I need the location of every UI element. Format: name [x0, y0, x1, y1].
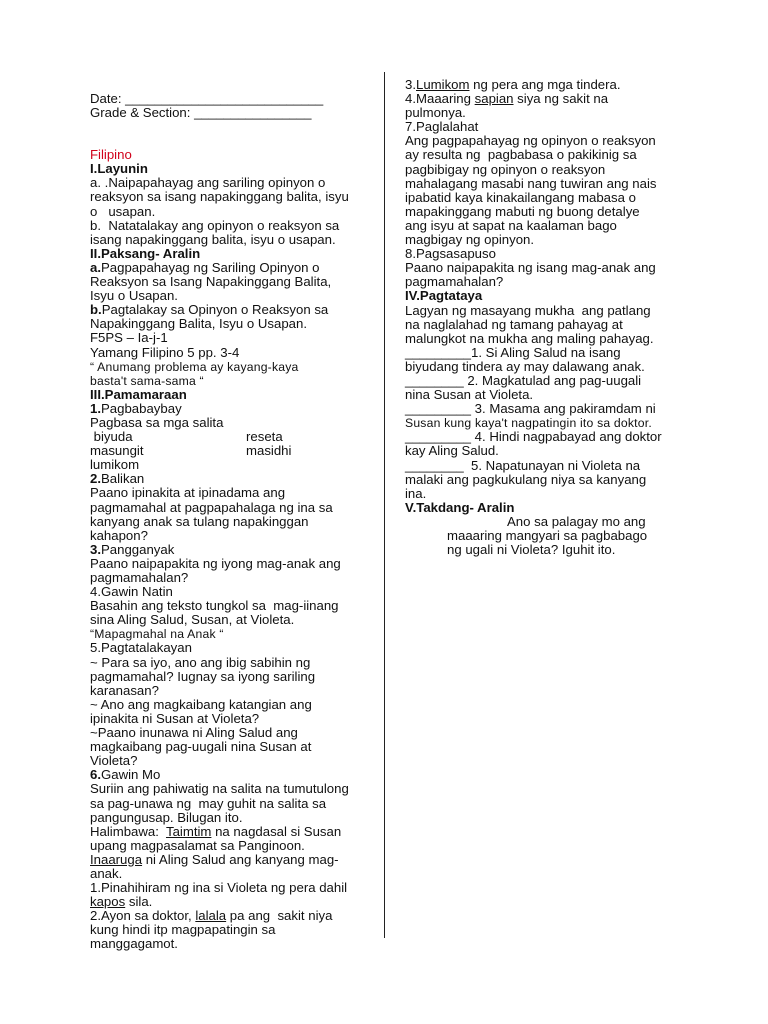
text-line: pagmamahalan? — [90, 570, 189, 585]
text-line: sa pag-unawa ng may guhit na salita sa — [90, 795, 327, 811]
text-line: magkaibang pag-uugali nina Susan at — [90, 739, 312, 755]
text-line: Isyu o Usapan. — [90, 288, 178, 304]
text-line: pagmamahal at pagpapahalaga ng ina sa — [90, 499, 333, 515]
text-part: 3. — [405, 77, 416, 92]
text-line: ipinakita ni Susan at Violeta? — [90, 710, 260, 726]
text-line — [90, 853, 380, 867]
text-line — [90, 909, 380, 923]
section-heading: IV.Pagtataya — [405, 288, 483, 304]
text-line — [90, 303, 380, 317]
section-heading: II.Paksang- Aralin — [90, 245, 201, 261]
word-row — [90, 444, 380, 458]
word: masungit — [90, 443, 144, 459]
item-marker: 3. — [90, 541, 101, 557]
text-line: F5PS – Ia-j-1 — [90, 330, 168, 346]
text-line: Ang pagpapahayag ng opinyon o reaksyon — [405, 133, 656, 149]
quiz-item: _________ 3. Masama ang pakiramdam ni — [405, 401, 656, 417]
item-text: Pagbabaybay — [101, 400, 182, 416]
text-line: Paano ipinakita at ipinadama ang — [90, 485, 286, 501]
word: biyuda — [90, 429, 133, 445]
item-text: Gawin Mo — [101, 767, 161, 783]
text-part: sila. — [125, 894, 153, 910]
grade-section-field: Grade & Section: ________________ — [90, 105, 312, 121]
text-line: Pagbasa sa mga salita — [90, 414, 224, 430]
word: lumikom — [90, 457, 140, 473]
quote-line: basta't sama-sama “ — [90, 373, 204, 388]
text-line: maaaring mangyari sa pagbabago — [447, 528, 648, 543]
text-line: kay Aling Salud. — [405, 443, 499, 459]
text-line: biyudang tindera ay may dalawang anak. — [405, 358, 645, 374]
text-line: 4.Gawin Natin — [90, 584, 173, 600]
text-line: 5.Pagtatalakayan — [90, 640, 192, 656]
subject-title: Filipino — [90, 147, 132, 163]
text-line: isang napakinggang balita, isyu o usapan. — [90, 231, 336, 247]
item-marker: b. — [90, 302, 102, 318]
text-line: upang magpasalamat sa Panginoon. — [90, 837, 305, 853]
text-line: nina Susan at Violeta. — [405, 387, 534, 403]
text-line: karanasan? — [90, 682, 159, 698]
text-line: ang isyu at sapat na kaalaman bago — [405, 217, 617, 233]
text-line — [90, 402, 380, 416]
quiz-item: _________ 4. Hindi nagpabayad ang doktor — [405, 429, 662, 445]
right-column — [405, 78, 705, 557]
text-part: na nagdasal si Susan — [211, 823, 342, 839]
text-line: manggagamot. — [90, 936, 178, 952]
text-line: magbigay ng opinyon. — [405, 232, 535, 248]
text-part: ni Aling Salud ang kanyang mag- — [142, 851, 339, 867]
column-divider — [384, 72, 385, 938]
text-line: Susan kung kaya't nagpatingin ito sa doktor. — [405, 416, 652, 431]
text-line: Paano naipapakita ng isang mag-anak ang — [405, 260, 656, 276]
underlined-word: Lumikom — [416, 77, 470, 92]
text-line: malungkot na mukha ang maling pahayag. — [405, 330, 654, 346]
text-line — [90, 472, 380, 486]
text-line: Suriin ang pahiwatig na salita na tumutulong — [90, 781, 349, 797]
text-line: sina Aling Salud, Susan, at Violeta. — [90, 612, 295, 628]
item-text: Pagtalakay sa Opinyon o Reaksyon sa — [101, 302, 329, 318]
text-line: 1.Pinahihiram ng ina si Violeta ng pera dahil — [90, 880, 348, 896]
text-line — [90, 261, 380, 275]
text-line — [90, 768, 380, 782]
item-text: Pagpapahayag ng Sariling Opinyon o — [101, 259, 320, 275]
item-text: Pangganyak — [101, 541, 175, 557]
left-column — [90, 92, 380, 952]
section-heading: III.Pamamaraan — [90, 386, 187, 402]
text-line: pangungusap. Bilugan ito. — [90, 809, 243, 825]
word: reseta — [246, 429, 283, 445]
text-line: pagmamahal? Iugnay sa iyong sariling — [90, 668, 316, 684]
text-line — [90, 825, 380, 839]
text-line: mapakinggang mabuti ng buong detalye — [405, 203, 640, 219]
text-part: siya ng sakit na — [513, 91, 609, 107]
text-line — [90, 543, 380, 557]
text-line: Napakinggang Balita, Isyu o Usapan. — [90, 316, 308, 332]
underlined-word: Inaaruga — [90, 851, 143, 867]
text-line: 7.Paglalahat — [405, 119, 479, 135]
text-line: Violeta? — [90, 753, 138, 769]
section-heading: V.Takdang- Aralin — [405, 499, 515, 515]
text-line: na naglalahad ng tamang pahayag at — [405, 316, 623, 332]
text-line: malaki ang pagkukulang niya sa kanyang — [405, 471, 647, 487]
text-line: kanyang anak sa tulang napakinggan — [90, 513, 309, 529]
text-line: o usapan. — [90, 203, 156, 219]
text-part: pa ang sakit niya — [226, 908, 333, 924]
text-line: kung hindi itp magpapatingin sa — [90, 922, 276, 938]
text-line: Yamang Filipino 5 pp. 3-4 — [90, 344, 240, 360]
text-line: ay resulta ng pagbabasa o pakikinig sa — [405, 147, 637, 163]
text-line: reaksyon sa isang napakinggang balita, isyu — [90, 189, 349, 205]
text-line — [90, 895, 380, 909]
word-row — [90, 430, 380, 444]
text-line: ng ugali ni Violeta? Iguhit ito. — [447, 542, 616, 558]
text-line: Paano naipapakita ng iyong mag-anak ang — [90, 555, 341, 571]
text-line: ~Paano inunawa ni Aling Salud ang — [90, 725, 298, 741]
text-line: mahalagang masabi nang tuwiran ang nais — [405, 175, 657, 191]
item-marker: 1. — [90, 400, 101, 416]
text-line: ipabatid kaya kinakailangang mabasa o — [405, 189, 636, 205]
word: masidhi — [246, 443, 292, 459]
quote-line: “Mapagmahal na Anak “ — [90, 627, 224, 642]
quote-line: “ Anumang problema ay kayang-kaya — [90, 359, 299, 374]
underlined-word: sapian — [474, 91, 514, 107]
date-field: Date: ___________________________ — [90, 91, 324, 106]
text-line: Reaksyon sa Isang Napakinggang Balita, — [90, 274, 332, 290]
text-part: 4.Maaaring — [405, 91, 475, 107]
item-marker: a. — [90, 259, 101, 275]
item-text: Balikan — [101, 471, 145, 487]
text-part: Halimbawa: — [90, 823, 166, 839]
quiz-item: _________1. Si Aling Salud na isang — [405, 344, 621, 360]
text-line: pulmonya. — [405, 105, 466, 121]
item-marker: 2. — [90, 471, 101, 487]
text-line: a. .Naipapahayag ang sariling opinyon o — [90, 175, 326, 191]
text-line: Ano sa palagay mo ang — [507, 513, 646, 529]
text-line: anak. — [90, 865, 123, 881]
underlined-word: kapos — [90, 894, 126, 910]
underlined-word: Taimtim — [165, 823, 212, 839]
text-line — [405, 92, 705, 106]
quiz-item: ________ 2. Magkatulad ang pag-uugali — [405, 372, 642, 388]
text-line: pagmamahalan? — [405, 274, 504, 290]
underlined-word: lalala — [195, 908, 227, 924]
text-line: Basahin ang teksto tungkol sa mag-iinang — [90, 598, 339, 614]
text-line: 8.Pagsasapuso — [405, 246, 496, 262]
quiz-item: ________ 5. Napatunayan ni Violeta na — [405, 457, 641, 473]
text-part: 2.Ayon sa doktor, — [90, 908, 196, 924]
text-line: b. Natatalakay ang opinyon o reaksyon sa — [90, 217, 340, 233]
text-line: ~ Ano ang magkaibang katangian ang — [90, 696, 312, 712]
item-marker: 6. — [90, 767, 101, 783]
section-heading: I.Layunin — [90, 161, 148, 177]
text-line: kahapon? — [90, 527, 148, 543]
text-line: Lagyan ng masayang mukha ang patlang — [405, 302, 651, 318]
text-line: pagbibigay ng opinyon o reaksyon — [405, 161, 606, 177]
text-line: ina. — [405, 485, 427, 501]
text-line: ~ Para sa iyo, ano ang ibig sabihin ng — [90, 654, 311, 670]
text-part: ng pera ang mga tindera. — [469, 77, 621, 92]
text-line — [405, 78, 705, 92]
